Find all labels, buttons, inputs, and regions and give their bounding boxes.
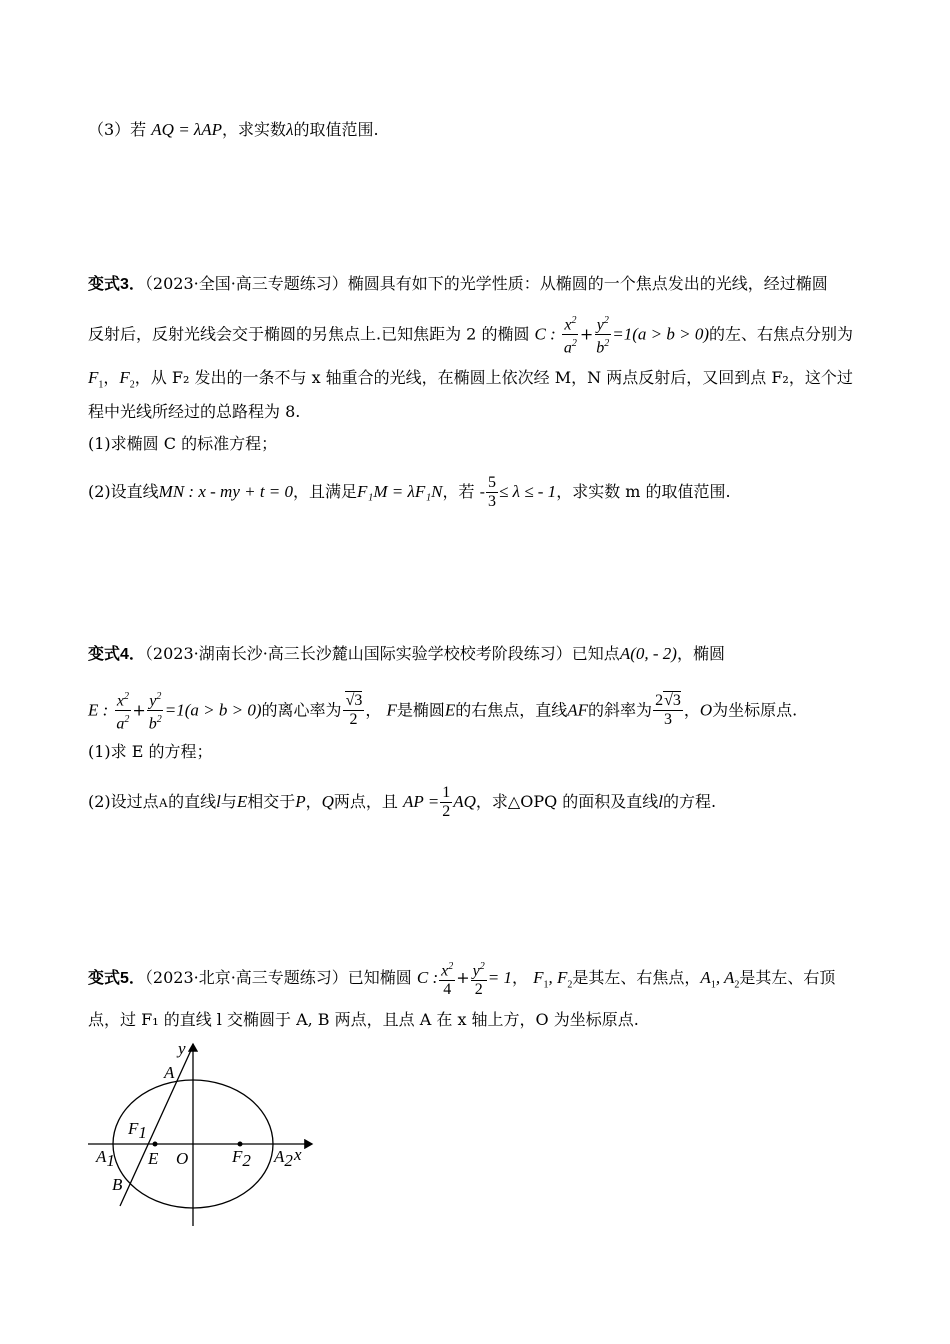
variant4-line1: 变式4．（2023·湖南长沙·高三长沙麓山国际实验学校校考阶段练习）已知点A(0, - 2)，椭圆 [88,644,725,663]
variant3-q1: (1)求椭圆 C 的标准方程； [88,434,278,453]
label-O: O [176,1149,189,1168]
variant3-label: 变式3． [88,276,145,293]
part3-question: （3）若 AQ = λAP，求实数λ的取值范围. [88,120,379,139]
label-E: E [148,1149,159,1168]
variant5-line2: 点，过 F₁ 的直线 l 交椭圆于 A, B 两点，且点 A 在 x 轴上方，O 为坐标原点. [88,1010,639,1029]
variant4-q2: (2)设过点A的直线l与E相交于P，Q两点，且 AP = $\frac{1}{2}$ AQ，求△OPQ 的面积及直线l的方程. [88,784,717,820]
variant3-line1: 变式3．（2023·全国·高三专题练习）椭圆具有如下的光学性质：从椭圆的一个焦点发出的光线，经过椭圆 [88,274,828,293]
label-A: A [164,1063,175,1082]
label-F2: F2 [232,1147,251,1170]
variant3-line2: 反射后，反射光线会交于椭圆的另焦点上.已知焦距为 2 的椭圆 C : $\frac{x^2}{a^2}$ + $\frac{y^2}{b^2}$ =1(a > b > 0)的左、右焦点分别为 [88,312,853,358]
variant4-q1: (1)求 E 的方程； [88,742,213,761]
variant4-line2: E : $\frac{x^2}{a^2}$ + $\frac{y^2}{b^2}$ =1(a > b > 0)的离心率为 $\frac{√3}{2}$ ， F是椭圆E的右焦点，直线AF的斜率为 $\frac{2√3}{3}$ ，O为坐标原点. [88,688,797,734]
label-x: x [294,1145,302,1164]
variant3-q2: (2)设直线MN : x - my + t = 0，且满足F₁M = λF₁N，若 - $\frac{5}{3}$ ≤ λ ≤ - 1，求实数 m 的取值范围. [88,474,731,510]
label-B: B [112,1175,123,1194]
label-F1: F1 [128,1119,147,1142]
variant5-label: 变式5． [88,970,145,988]
label-A2: A2 [274,1147,293,1170]
point-E [153,1142,158,1147]
variant5-line1: 变式5．（2023·北京·高三专题练习）已知椭圆 C : $\frac{x^2}{4}$ + $\frac{y^2}{2}$ = 1， $F_1$, $F_2$是其左、右焦点，$A_1$, $A_2$是其左、右顶 [88,958,835,999]
ellipse-figure [80,1038,330,1230]
variant3-line4: 程中光线所经过的总路程为 8. [88,402,301,421]
variant3-line3: $F_1$，$F_2$，从 F₂ 发出的一条不与 x 轴重合的光线，在椭圆上依次经 M，N 两点反射后，又回到点 F₂，这个过 [88,368,853,391]
variant4-label: 变式4． [88,646,145,663]
label-y: y [178,1039,186,1058]
label-A1: A1 [96,1147,115,1170]
part3-formula: AQ = λAP [151,120,223,139]
point-F2 [238,1142,243,1147]
